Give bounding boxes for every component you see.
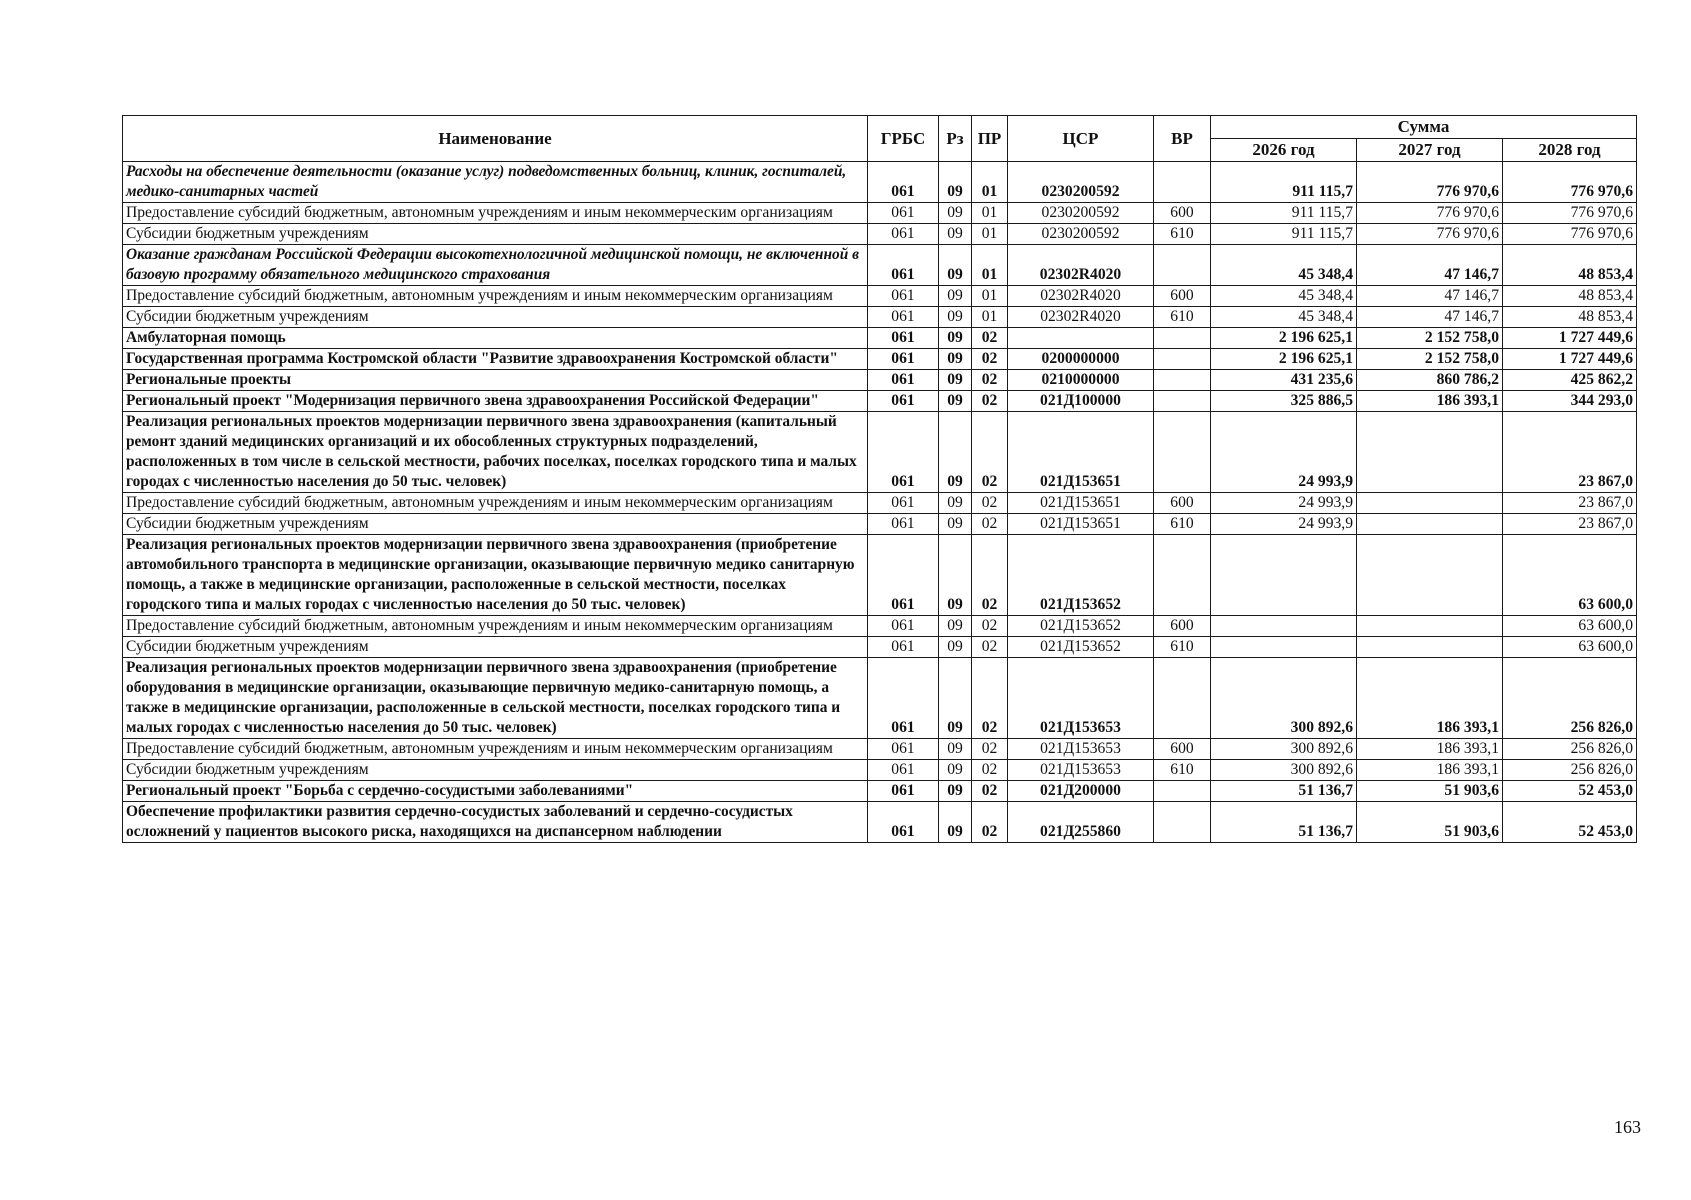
row-name: Региональный проект "Модернизация первичного звена здравоохранения Российской Федерации" [123, 391, 868, 412]
row-sum-2026: 431 235,6 [1211, 370, 1357, 391]
row-sum-2027: 51 903,6 [1357, 781, 1503, 802]
table-header [123, 116, 1637, 162]
row-rz: 09 [939, 760, 972, 781]
row-grbs: 061 [868, 162, 939, 203]
row-name: Оказание гражданам Российской Федерации высокотехнологичной медицинской помощи, не включенной в базовую программу обязательного медицинского страхования [123, 245, 868, 286]
row-grbs: 061 [868, 286, 939, 307]
row-name: Реализация региональных проектов модернизации первичного звена здравоохранения (приобретение оборудования в медицинские организации, оказывающие первичную медико-санитарную помощь, а также в медицинские организации, расположенные в сельской местности, поселках городского типа и малых городах с численностью населения до 50 тыс. человек) [123, 658, 868, 739]
row-sum-2026 [1211, 535, 1357, 616]
row-csr: 0230200592 [1008, 162, 1154, 203]
row-sum-2028: 1 727 449,6 [1503, 328, 1637, 349]
row-sum-2028: 23 867,0 [1503, 493, 1637, 514]
row-sum-2028: 52 453,0 [1503, 781, 1637, 802]
row-sum-2027: 2 152 758,0 [1357, 328, 1503, 349]
row-grbs: 061 [868, 328, 939, 349]
row-sum-2026: 2 196 625,1 [1211, 349, 1357, 370]
row-csr: 02302R4020 [1008, 307, 1154, 328]
row-csr: 0230200592 [1008, 224, 1154, 245]
row-vr [1154, 658, 1211, 739]
row-vr: 600 [1154, 493, 1211, 514]
row-csr: 021Д153651 [1008, 493, 1154, 514]
row-sum-2028: 425 862,2 [1503, 370, 1637, 391]
header-name: Наименование [123, 116, 868, 162]
row-sum-2028: 52 453,0 [1503, 802, 1637, 843]
row-csr: 021Д255860 [1008, 802, 1154, 843]
row-grbs: 061 [868, 349, 939, 370]
row-vr: 600 [1154, 616, 1211, 637]
row-vr [1154, 535, 1211, 616]
budget-table [122, 115, 1637, 843]
row-csr: 021Д200000 [1008, 781, 1154, 802]
row-sum-2027 [1357, 412, 1503, 493]
row-sum-2027: 51 903,6 [1357, 802, 1503, 843]
row-pr: 02 [972, 370, 1008, 391]
row-name: Региональный проект "Борьба с сердечно-сосудистыми заболеваниями" [123, 781, 868, 802]
row-csr: 021Д153651 [1008, 412, 1154, 493]
row-csr: 021Д153652 [1008, 616, 1154, 637]
row-name: Предоставление субсидий бюджетным, автономным учреждениям и иным некоммерческим организациям [123, 286, 868, 307]
row-grbs: 061 [868, 307, 939, 328]
row-pr: 01 [972, 286, 1008, 307]
row-rz: 09 [939, 802, 972, 843]
table-row [123, 739, 1637, 760]
table-row [123, 781, 1637, 802]
table-row [123, 328, 1637, 349]
row-sum-2027: 860 786,2 [1357, 370, 1503, 391]
row-vr: 610 [1154, 760, 1211, 781]
row-vr: 600 [1154, 286, 1211, 307]
row-rz: 09 [939, 203, 972, 224]
row-sum-2026: 2 196 625,1 [1211, 328, 1357, 349]
row-pr: 02 [972, 802, 1008, 843]
row-csr [1008, 328, 1154, 349]
row-name: Региональные проекты [123, 370, 868, 391]
row-pr: 01 [972, 307, 1008, 328]
row-rz: 09 [939, 370, 972, 391]
row-vr: 600 [1154, 739, 1211, 760]
row-sum-2028: 48 853,4 [1503, 307, 1637, 328]
header-year-2026: 2026 год [1211, 139, 1357, 162]
row-sum-2028: 63 600,0 [1503, 616, 1637, 637]
row-vr: 610 [1154, 514, 1211, 535]
row-sum-2026: 325 886,5 [1211, 391, 1357, 412]
table-row [123, 391, 1637, 412]
row-sum-2026: 51 136,7 [1211, 802, 1357, 843]
row-sum-2027 [1357, 514, 1503, 535]
row-sum-2028: 344 293,0 [1503, 391, 1637, 412]
row-sum-2028: 776 970,6 [1503, 224, 1637, 245]
table-body [123, 162, 1637, 843]
row-name: Субсидии бюджетным учреждениям [123, 307, 868, 328]
row-rz: 09 [939, 535, 972, 616]
row-name: Предоставление субсидий бюджетным, автономным учреждениям и иным некоммерческим организациям [123, 616, 868, 637]
table-row [123, 658, 1637, 739]
row-rz: 09 [939, 514, 972, 535]
row-rz: 09 [939, 349, 972, 370]
header-sum: Сумма [1211, 116, 1637, 139]
table-row [123, 412, 1637, 493]
header-csr: ЦСР [1008, 116, 1154, 162]
row-pr: 01 [972, 224, 1008, 245]
row-name: Амбулаторная помощь [123, 328, 868, 349]
row-sum-2027: 776 970,6 [1357, 203, 1503, 224]
row-name: Субсидии бюджетным учреждениям [123, 514, 868, 535]
row-pr: 01 [972, 162, 1008, 203]
row-sum-2026: 24 993,9 [1211, 493, 1357, 514]
row-sum-2027: 47 146,7 [1357, 307, 1503, 328]
row-name: Реализация региональных проектов модернизации первичного звена здравоохранения (капитальный ремонт зданий медицинских организаций и их обособленных структурных подразделений, расположенных в том числе в сельской местности, рабочих поселках, поселках городского типа и малых городах с численностью населения до 50 тыс. человек) [123, 412, 868, 493]
row-pr: 01 [972, 203, 1008, 224]
header-year-2028: 2028 год [1503, 139, 1637, 162]
row-grbs: 061 [868, 535, 939, 616]
row-sum-2026: 24 993,9 [1211, 514, 1357, 535]
row-sum-2027 [1357, 493, 1503, 514]
row-sum-2028: 63 600,0 [1503, 535, 1637, 616]
row-rz: 09 [939, 245, 972, 286]
row-name: Предоставление субсидий бюджетным, автономным учреждениям и иным некоммерческим организациям [123, 493, 868, 514]
row-sum-2027: 776 970,6 [1357, 162, 1503, 203]
row-rz: 09 [939, 412, 972, 493]
row-pr: 02 [972, 616, 1008, 637]
row-pr: 02 [972, 349, 1008, 370]
row-sum-2026: 45 348,4 [1211, 286, 1357, 307]
row-rz: 09 [939, 658, 972, 739]
row-pr: 02 [972, 391, 1008, 412]
row-sum-2028: 48 853,4 [1503, 245, 1637, 286]
row-sum-2026: 911 115,7 [1211, 203, 1357, 224]
row-grbs: 061 [868, 412, 939, 493]
table-row [123, 286, 1637, 307]
table-row [123, 637, 1637, 658]
row-rz: 09 [939, 391, 972, 412]
row-vr: 610 [1154, 637, 1211, 658]
table-row [123, 349, 1637, 370]
table-row [123, 616, 1637, 637]
table-row [123, 535, 1637, 616]
row-csr: 021Д153652 [1008, 637, 1154, 658]
row-csr: 021Д100000 [1008, 391, 1154, 412]
table-row [123, 307, 1637, 328]
row-sum-2027: 186 393,1 [1357, 760, 1503, 781]
row-sum-2028: 23 867,0 [1503, 514, 1637, 535]
row-sum-2026 [1211, 637, 1357, 658]
row-name: Расходы на обеспечение деятельности (оказание услуг) подведомственных больниц, клиник, госпиталей, медико-санитарных частей [123, 162, 868, 203]
row-sum-2027: 2 152 758,0 [1357, 349, 1503, 370]
row-rz: 09 [939, 162, 972, 203]
row-rz: 09 [939, 286, 972, 307]
row-rz: 09 [939, 224, 972, 245]
row-sum-2027: 776 970,6 [1357, 224, 1503, 245]
row-sum-2026: 24 993,9 [1211, 412, 1357, 493]
row-grbs: 061 [868, 370, 939, 391]
row-name: Предоставление субсидий бюджетным, автономным учреждениям и иным некоммерческим организациям [123, 739, 868, 760]
header-vr: ВР [1154, 116, 1211, 162]
row-pr: 02 [972, 412, 1008, 493]
row-sum-2028: 256 826,0 [1503, 760, 1637, 781]
table-row [123, 203, 1637, 224]
row-vr [1154, 328, 1211, 349]
row-sum-2027 [1357, 616, 1503, 637]
row-rz: 09 [939, 616, 972, 637]
row-csr: 02302R4020 [1008, 245, 1154, 286]
row-sum-2028: 1 727 449,6 [1503, 349, 1637, 370]
row-pr: 02 [972, 739, 1008, 760]
row-grbs: 061 [868, 245, 939, 286]
row-sum-2026: 45 348,4 [1211, 245, 1357, 286]
row-grbs: 061 [868, 781, 939, 802]
row-pr: 01 [972, 245, 1008, 286]
row-sum-2028: 256 826,0 [1503, 739, 1637, 760]
row-sum-2027 [1357, 535, 1503, 616]
row-name: Реализация региональных проектов модернизации первичного звена здравоохранения (приобретение автомобильного транспорта в медицинские организации, оказывающие первичную медико санитарную помощь, а также в медицинские организации, расположенные в сельской местности, поселках городского типа и малых городах с численностью населения до 50 тыс. человек) [123, 535, 868, 616]
row-vr [1154, 391, 1211, 412]
table-row [123, 802, 1637, 843]
row-rz: 09 [939, 307, 972, 328]
row-name: Государственная программа Костромской области "Развитие здравоохранения Костромской области" [123, 349, 868, 370]
row-grbs: 061 [868, 739, 939, 760]
row-grbs: 061 [868, 658, 939, 739]
row-sum-2026: 51 136,7 [1211, 781, 1357, 802]
row-vr [1154, 245, 1211, 286]
row-vr: 600 [1154, 203, 1211, 224]
row-name: Обеспечение профилактики развития сердечно-сосудистых заболеваний и сердечно-сосудистых осложнений у пациентов высокого риска, находящихся на диспансерном наблюдении [123, 802, 868, 843]
row-sum-2027: 47 146,7 [1357, 245, 1503, 286]
header-grbs: ГРБС [868, 116, 939, 162]
row-vr [1154, 370, 1211, 391]
row-sum-2026: 300 892,6 [1211, 760, 1357, 781]
row-name: Субсидии бюджетным учреждениям [123, 760, 868, 781]
row-grbs: 061 [868, 391, 939, 412]
table-row [123, 493, 1637, 514]
row-grbs: 061 [868, 203, 939, 224]
row-pr: 02 [972, 514, 1008, 535]
row-pr: 02 [972, 328, 1008, 349]
page-number: 163 [1614, 1117, 1641, 1137]
row-rz: 09 [939, 637, 972, 658]
row-name: Субсидии бюджетным учреждениям [123, 224, 868, 245]
row-grbs: 061 [868, 224, 939, 245]
header-year-2027: 2027 год [1357, 139, 1503, 162]
row-sum-2026: 300 892,6 [1211, 658, 1357, 739]
header-pr: ПР [972, 116, 1008, 162]
row-csr: 02302R4020 [1008, 286, 1154, 307]
row-csr: 0200000000 [1008, 349, 1154, 370]
row-rz: 09 [939, 739, 972, 760]
row-sum-2026 [1211, 616, 1357, 637]
row-grbs: 061 [868, 760, 939, 781]
table-row [123, 760, 1637, 781]
row-grbs: 061 [868, 802, 939, 843]
row-vr [1154, 802, 1211, 843]
row-vr [1154, 781, 1211, 802]
row-csr: 021Д153653 [1008, 658, 1154, 739]
row-grbs: 061 [868, 514, 939, 535]
row-pr: 02 [972, 493, 1008, 514]
table-row [123, 514, 1637, 535]
row-sum-2028: 23 867,0 [1503, 412, 1637, 493]
row-vr: 610 [1154, 224, 1211, 245]
table-row [123, 245, 1637, 286]
row-csr: 021Д153653 [1008, 760, 1154, 781]
row-vr [1154, 412, 1211, 493]
row-sum-2027: 47 146,7 [1357, 286, 1503, 307]
row-sum-2028: 776 970,6 [1503, 162, 1637, 203]
row-pr: 02 [972, 658, 1008, 739]
row-grbs: 061 [868, 493, 939, 514]
row-pr: 02 [972, 760, 1008, 781]
row-rz: 09 [939, 328, 972, 349]
row-csr: 021Д153652 [1008, 535, 1154, 616]
row-grbs: 061 [868, 616, 939, 637]
row-csr: 021Д153653 [1008, 739, 1154, 760]
table-row [123, 162, 1637, 203]
row-rz: 09 [939, 493, 972, 514]
row-sum-2027 [1357, 637, 1503, 658]
row-sum-2026: 300 892,6 [1211, 739, 1357, 760]
row-sum-2026: 45 348,4 [1211, 307, 1357, 328]
row-sum-2026: 911 115,7 [1211, 162, 1357, 203]
row-rz: 09 [939, 781, 972, 802]
row-sum-2027: 186 393,1 [1357, 658, 1503, 739]
row-sum-2026: 911 115,7 [1211, 224, 1357, 245]
row-sum-2027: 186 393,1 [1357, 391, 1503, 412]
table-row [123, 370, 1637, 391]
row-vr [1154, 349, 1211, 370]
row-csr: 0230200592 [1008, 203, 1154, 224]
row-sum-2027: 186 393,1 [1357, 739, 1503, 760]
row-pr: 02 [972, 637, 1008, 658]
row-sum-2028: 256 826,0 [1503, 658, 1637, 739]
row-name: Предоставление субсидий бюджетным, автономным учреждениям и иным некоммерческим организациям [123, 203, 868, 224]
row-vr: 610 [1154, 307, 1211, 328]
table-row [123, 224, 1637, 245]
row-pr: 02 [972, 535, 1008, 616]
row-grbs: 061 [868, 637, 939, 658]
row-pr: 02 [972, 781, 1008, 802]
row-csr: 0210000000 [1008, 370, 1154, 391]
row-sum-2028: 48 853,4 [1503, 286, 1637, 307]
row-csr: 021Д153651 [1008, 514, 1154, 535]
row-name: Субсидии бюджетным учреждениям [123, 637, 868, 658]
row-vr [1154, 162, 1211, 203]
row-sum-2028: 63 600,0 [1503, 637, 1637, 658]
header-rz: Рз [939, 116, 972, 162]
row-sum-2028: 776 970,6 [1503, 203, 1637, 224]
